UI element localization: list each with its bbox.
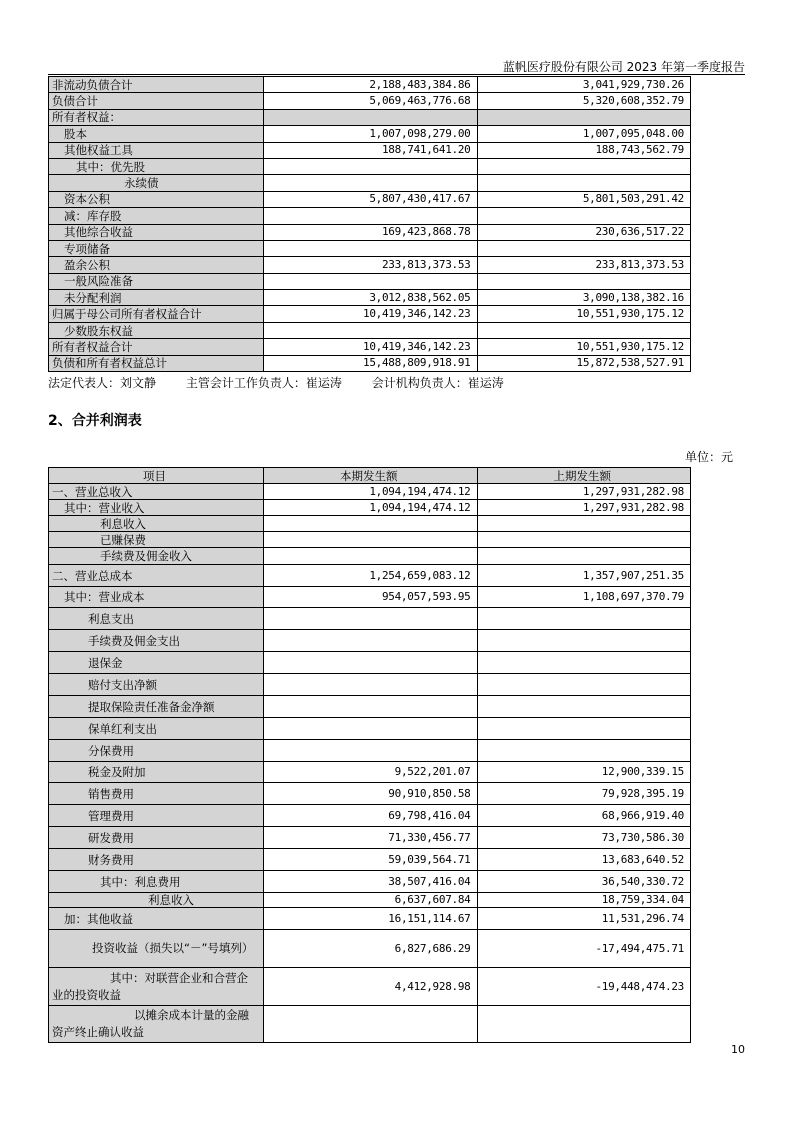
current-value: 10,419,346,142.23	[264, 306, 478, 322]
row-label: 销售费用	[49, 783, 264, 805]
current-value: 169,423,868.78	[264, 224, 478, 240]
previous-value: 11,531,296.74	[477, 908, 691, 930]
row-label: 其他权益工具	[49, 142, 264, 158]
previous-value: -17,494,475.71	[477, 930, 691, 968]
previous-value: 5,320,608,352.79	[477, 93, 691, 109]
table-row	[49, 126, 691, 142]
table-row	[49, 1006, 691, 1043]
current-value: 9,522,201.07	[264, 762, 478, 783]
previous-value: 18,759,334.04	[477, 893, 691, 908]
table-row	[49, 587, 691, 608]
table-row	[49, 224, 691, 240]
table-row	[49, 718, 691, 740]
row-label: 资本公积	[49, 191, 264, 207]
table-row	[49, 805, 691, 827]
table-row	[49, 290, 691, 306]
previous-value: 5,801,503,291.42	[477, 191, 691, 207]
table-row	[49, 484, 691, 500]
previous-value: 1,007,095,048.00	[477, 126, 691, 142]
row-label: 其中：营业收入	[49, 500, 264, 516]
row-label: 永续债	[49, 175, 264, 191]
row-label: 已赚保费	[49, 532, 264, 548]
previous-value	[477, 548, 691, 565]
current-value: 38,507,416.04	[264, 871, 478, 893]
current-value	[264, 718, 478, 740]
table-row	[49, 175, 691, 191]
previous-value: 15,872,538,527.91	[477, 355, 691, 371]
table-row	[49, 109, 691, 125]
current-value	[264, 696, 478, 718]
signatures	[48, 374, 530, 391]
previous-value	[477, 273, 691, 289]
current-value	[264, 175, 478, 191]
header-divider	[48, 74, 745, 75]
current-value: 1,094,194,474.12	[264, 484, 478, 500]
current-value: 15,488,809,918.91	[264, 355, 478, 371]
row-label: 手续费及佣金收入	[49, 548, 264, 565]
current-value	[264, 240, 478, 256]
table-row	[49, 208, 691, 224]
table-row	[49, 871, 691, 893]
accounting-head: 主管会计工作负责人：崔运涛	[185, 376, 342, 390]
table-row	[49, 893, 691, 908]
current-value	[264, 532, 478, 548]
row-label: 负债合计	[49, 93, 264, 109]
table-row	[49, 762, 691, 783]
current-value	[264, 630, 478, 652]
row-label: 退保金	[49, 652, 264, 674]
current-value: 5,069,463,776.68	[264, 93, 478, 109]
current-value	[264, 674, 478, 696]
current-value: 90,910,850.58	[264, 783, 478, 805]
table-row	[49, 306, 691, 322]
row-label: 利息收入	[49, 893, 264, 908]
row-label: 所有者权益合计	[49, 339, 264, 355]
previous-value	[477, 532, 691, 548]
accounting-org-head: 会计机构负责人：崔运涛	[371, 376, 504, 390]
previous-value	[477, 158, 691, 174]
previous-value: 12,900,339.15	[477, 762, 691, 783]
current-value	[264, 740, 478, 762]
current-value: 59,039,564.71	[264, 849, 478, 871]
row-label: 减：库存股	[49, 208, 264, 224]
income-statement-table	[48, 467, 691, 1043]
current-value: 16,151,114.67	[264, 908, 478, 930]
previous-value: 1,297,931,282.98	[477, 500, 691, 516]
table-row	[49, 652, 691, 674]
row-label: 其他综合收益	[49, 224, 264, 240]
table-row	[49, 240, 691, 256]
previous-value	[477, 240, 691, 256]
table-row	[49, 968, 691, 1006]
table-row	[49, 930, 691, 968]
table-row	[49, 158, 691, 174]
current-value	[264, 608, 478, 630]
row-label: 其中：利息费用	[49, 871, 264, 893]
previous-value	[477, 652, 691, 674]
row-label: 分保费用	[49, 740, 264, 762]
current-value	[264, 109, 478, 125]
current-value: 6,827,686.29	[264, 930, 478, 968]
table-row	[49, 827, 691, 849]
current-value: 188,741,641.20	[264, 142, 478, 158]
current-value: 2,188,483,384.86	[264, 77, 478, 93]
row-label: 投资收益（损失以“－”号填列）	[49, 930, 264, 968]
previous-value	[477, 516, 691, 532]
table-row	[49, 339, 691, 355]
current-value	[264, 548, 478, 565]
row-label: 所有者权益：	[49, 109, 264, 125]
current-value	[264, 516, 478, 532]
previous-value: 188,743,562.79	[477, 142, 691, 158]
table-row	[49, 608, 691, 630]
row-label: 一般风险准备	[49, 273, 264, 289]
row-label: 财务费用	[49, 849, 264, 871]
current-value: 10,419,346,142.23	[264, 339, 478, 355]
row-label: 利息支出	[49, 608, 264, 630]
balance-sheet-table	[48, 76, 691, 372]
previous-value: 1,357,907,251.35	[477, 565, 691, 587]
table-row	[49, 565, 691, 587]
table-row	[49, 783, 691, 805]
row-label: 负债和所有者权益总计	[49, 355, 264, 371]
current-value: 3,012,838,562.05	[264, 290, 478, 306]
previous-value	[477, 1006, 691, 1043]
previous-value: 68,966,919.40	[477, 805, 691, 827]
current-value: 233,813,373.53	[264, 257, 478, 273]
current-value: 954,057,593.95	[264, 587, 478, 608]
current-value: 6,637,607.84	[264, 893, 478, 908]
table-row	[49, 532, 691, 548]
previous-value	[477, 696, 691, 718]
table-row	[49, 696, 691, 718]
row-label: 以摊余成本计量的金融资产终止确认收益	[49, 1006, 264, 1043]
previous-value: 3,041,929,730.26	[477, 77, 691, 93]
row-label: 其中：对联营企业和合营企业的投资收益	[49, 968, 264, 1006]
previous-value: 73,730,586.30	[477, 827, 691, 849]
table-row	[49, 500, 691, 516]
current-value: 5,807,430,417.67	[264, 191, 478, 207]
row-label: 少数股东权益	[49, 322, 264, 338]
current-value: 1,094,194,474.12	[264, 500, 478, 516]
table-row	[49, 849, 691, 871]
table-row	[49, 740, 691, 762]
previous-value	[477, 740, 691, 762]
previous-value: 230,636,517.22	[477, 224, 691, 240]
section-title: 2、合并利润表	[48, 413, 142, 429]
row-label: 盈余公积	[49, 257, 264, 273]
previous-value: 1,108,697,370.79	[477, 587, 691, 608]
page-number: 10	[731, 1043, 745, 1056]
current-value: 1,254,659,083.12	[264, 565, 478, 587]
previous-value	[477, 718, 691, 740]
row-label: 保单红利支出	[49, 718, 264, 740]
row-label: 提取保险责任准备金净额	[49, 696, 264, 718]
current-value: 69,798,416.04	[264, 805, 478, 827]
table-header-row	[49, 468, 691, 484]
table-row	[49, 273, 691, 289]
row-label: 手续费及佣金支出	[49, 630, 264, 652]
table-row	[49, 257, 691, 273]
current-value	[264, 322, 478, 338]
previous-value: 3,090,138,382.16	[477, 290, 691, 306]
previous-value: 13,683,640.52	[477, 849, 691, 871]
table-row	[49, 674, 691, 696]
current-value	[264, 273, 478, 289]
table-row	[49, 322, 691, 338]
table-row	[49, 77, 691, 93]
row-label: 研发费用	[49, 827, 264, 849]
row-label: 二、营业总成本	[49, 565, 264, 587]
table-row	[49, 93, 691, 109]
table-row	[49, 908, 691, 930]
previous-value	[477, 630, 691, 652]
current-value	[264, 652, 478, 674]
previous-value	[477, 175, 691, 191]
previous-value	[477, 608, 691, 630]
previous-value: -19,448,474.23	[477, 968, 691, 1006]
previous-value: 79,928,395.19	[477, 783, 691, 805]
previous-value: 10,551,930,175.12	[477, 339, 691, 355]
row-label: 其中：营业成本	[49, 587, 264, 608]
row-label: 未分配利润	[49, 290, 264, 306]
table-row	[49, 191, 691, 207]
current-value	[264, 1006, 478, 1043]
row-label: 一、营业总收入	[49, 484, 264, 500]
header-previous: 上期发生额	[477, 468, 691, 484]
table-row	[49, 355, 691, 371]
row-label: 非流动负债合计	[49, 77, 264, 93]
row-label: 专项储备	[49, 240, 264, 256]
previous-value	[477, 322, 691, 338]
previous-value: 1,297,931,282.98	[477, 484, 691, 500]
table-row	[49, 548, 691, 565]
current-value	[264, 158, 478, 174]
row-label: 其中：优先股	[49, 158, 264, 174]
row-label: 股本	[49, 126, 264, 142]
current-value: 4,412,928.98	[264, 968, 478, 1006]
row-label: 赔付支出净额	[49, 674, 264, 696]
previous-value: 233,813,373.53	[477, 257, 691, 273]
unit-label: 单位：元	[684, 450, 733, 464]
previous-value	[477, 208, 691, 224]
current-value: 1,007,098,279.00	[264, 126, 478, 142]
row-label: 管理费用	[49, 805, 264, 827]
header-item: 项目	[49, 468, 264, 484]
table-row	[49, 516, 691, 532]
row-label: 利息收入	[49, 516, 264, 532]
table-row	[49, 142, 691, 158]
current-value: 71,330,456.77	[264, 827, 478, 849]
table-row	[49, 630, 691, 652]
row-label: 税金及附加	[49, 762, 264, 783]
row-label: 加：其他收益	[49, 908, 264, 930]
row-label: 归属于母公司所有者权益合计	[49, 306, 264, 322]
previous-value	[477, 109, 691, 125]
previous-value	[477, 674, 691, 696]
previous-value: 10,551,930,175.12	[477, 306, 691, 322]
page-header: 蓝帆医疗股份有限公司 2023 年第一季度报告	[502, 60, 745, 74]
legal-representative: 法定代表人：刘文静	[48, 376, 157, 390]
previous-value: 36,540,330.72	[477, 871, 691, 893]
header-current: 本期发生额	[264, 468, 478, 484]
current-value	[264, 208, 478, 224]
